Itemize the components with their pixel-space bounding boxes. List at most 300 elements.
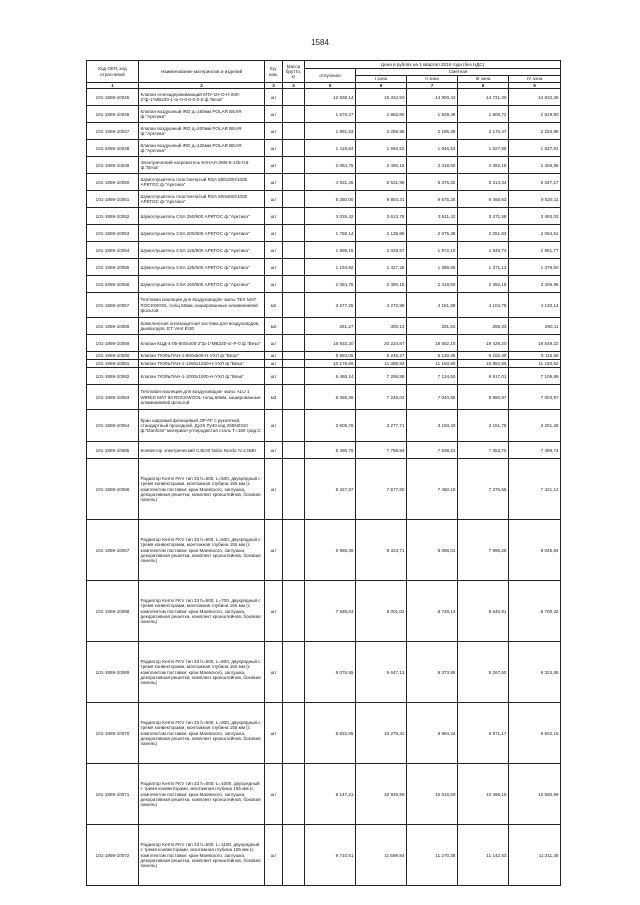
item-name: Радиатор Kermi FKV тип 33 h=500, L=700, двухрядный с тремя конвекторами, монтажная глубина 155 мм (с комплектом поставки: кран Маевского, заглушка, декоративная решетка, комплект кронштейнов, боковая панель) <box>139 581 265 642</box>
item-price-zone-2: 2 419,60 <box>407 157 458 174</box>
item-name: Комплексная огнезащитная система для воздуховодов, дымоходов, ET Vent EI30 <box>139 318 265 335</box>
item-price-wholesale: 1 891,53 <box>305 123 356 140</box>
item-unit: шт <box>265 276 283 293</box>
item-unit: шт <box>265 225 283 242</box>
item-unit: шт <box>265 442 283 459</box>
item-price-zone-3: 7 375,56 <box>458 459 509 520</box>
table-row <box>87 276 561 293</box>
table-row <box>87 520 561 581</box>
item-unit: шт <box>265 368 283 385</box>
col-number: 1 <box>87 83 139 89</box>
item-name: Клапан ТЮЛЬПАН-1-1250х1250-Н-УХЛ ф."Веза" <box>139 360 265 368</box>
item-unit: шт <box>265 335 283 352</box>
item-price-zone-1: 1 427,28 <box>356 259 407 276</box>
item-price-wholesale: 5 583,05 <box>305 352 356 360</box>
item-price-zone-2: 7 040,85 <box>407 385 458 410</box>
item-price-wholesale: 3 025,42 <box>305 208 356 225</box>
item-unit: шт <box>265 208 283 225</box>
item-code: 101-1959-10056 <box>87 276 139 293</box>
item-price-zone-2: 7 460,19 <box>407 459 458 520</box>
item-unit: шт <box>265 259 283 276</box>
item-price-zone-1: 7 677,60 <box>356 459 407 520</box>
item-code: 101-1959-10072 <box>87 825 139 886</box>
item-name: Радиатор Kermi FKV тип 33 h=500, L=1100, двухрядный с тремя конвекторами, монтажная глубина 155 мм (с комплектом поставки: кран Маевского, заглушка, декоративная решетка, комплект кронштейнов, боковая панель) <box>139 825 265 886</box>
item-price-wholesale: 1 418,64 <box>305 140 356 157</box>
header-zone-3: III зона <box>458 76 509 83</box>
price-table <box>86 60 561 886</box>
item-price-zone-2: 5 375,32 <box>407 174 458 191</box>
item-price-zone-1: 2 490,15 <box>356 276 407 293</box>
item-unit: шт <box>265 191 283 208</box>
item-mass <box>283 385 305 410</box>
item-price-wholesale: 8 250,00 <box>305 191 356 208</box>
item-price-zone-1: 11 388,93 <box>356 360 407 368</box>
item-mass <box>283 368 305 385</box>
item-price-wholesale: 3 577,25 <box>305 293 356 318</box>
item-price-zone-1: 2 490,15 <box>356 157 407 174</box>
item-price-zone-2: 1 972,10 <box>407 242 458 259</box>
item-price-wholesale: 16 932,20 <box>305 335 356 352</box>
item-price-zone-3: 8 646,91 <box>458 581 509 642</box>
item-unit: шт <box>265 242 283 259</box>
item-unit: шт <box>265 520 283 581</box>
item-price-zone-4: 1 961,77 <box>509 242 561 259</box>
item-price-wholesale: 8 632,55 <box>305 703 356 764</box>
item-price-zone-2: 7 134,50 <box>407 368 458 385</box>
item-price-wholesale: 6 495,76 <box>305 442 356 459</box>
table-row <box>87 89 561 106</box>
header-price-title: Цена в рублях на 1 квартал 2016 года (без НДС) <box>305 61 561 69</box>
item-name: Радиатор Kermi FKV тип 33 h=500, L=800, двухрядный с тремя конвекторами, монтажная глубина 155 мм (с комплектом поставки: кран Маевского, заглушка, декоративная решетка, комплект кронштейнов, боковая панель) <box>139 642 265 703</box>
item-mass <box>283 276 305 293</box>
item-mass <box>283 191 305 208</box>
item-code: 101-1959-10064 <box>87 410 139 442</box>
item-price-zone-4: 7 003,97 <box>509 385 561 410</box>
item-price-zone-4: 2 406,96 <box>509 276 561 293</box>
item-price-zone-4: 7 499,74 <box>509 442 561 459</box>
item-price-zone-1: 3 277,71 <box>356 410 407 442</box>
table-row <box>87 764 561 825</box>
item-price-wholesale: 12 838,14 <box>305 89 356 106</box>
item-name: Клапан огнезадерживающий КПУ-1Н-О-Н-200-2"ф-1*МВ220-1-ог-0-0-0-0-0-0 ф."Веза" <box>139 89 265 106</box>
item-price-zone-3: 14 731,39 <box>458 89 509 106</box>
table-row <box>87 352 561 360</box>
item-price-zone-4: 290,11 <box>509 318 561 335</box>
item-price-zone-3: 11 142,53 <box>458 825 509 886</box>
item-price-zone-4: 6 115,58 <box>509 352 561 360</box>
item-mass <box>283 259 305 276</box>
item-price-wholesale: 9 147,21 <box>305 764 356 825</box>
item-name: Шумоглушитель пластинчатый RSA 500х300/1000 АРКТОС ф."Арктика" <box>139 174 265 191</box>
item-unit: м2 <box>265 293 283 318</box>
item-code: 101-1959-10063 <box>87 385 139 410</box>
item-unit: шт <box>265 360 283 368</box>
table-row <box>87 123 561 140</box>
item-mass <box>283 174 305 191</box>
item-price-zone-2: 14 900,42 <box>407 89 458 106</box>
item-code: 101-1959-10053 <box>87 225 139 242</box>
page-number: 1584 <box>311 38 329 47</box>
item-code: 101-1959-10057 <box>87 293 139 318</box>
item-price-zone-3: 10 852,55 <box>458 360 509 368</box>
item-price-zone-2: 3 511,42 <box>407 208 458 225</box>
item-price-zone-3: 10 496,15 <box>458 764 509 825</box>
item-price-zone-4: 2 406,96 <box>509 157 561 174</box>
table-row <box>87 259 561 276</box>
item-price-zone-4: 2 183,88 <box>509 123 561 140</box>
item-price-zone-2: 1 646,53 <box>407 140 458 157</box>
item-price-wholesale: 7 535,63 <box>305 581 356 642</box>
item-code: 101-1959-10051 <box>87 191 139 208</box>
item-price-zone-2: 8 746,13 <box>407 581 458 642</box>
item-price-zone-3: 4 104,78 <box>458 293 509 318</box>
item-price-zone-4: 14 822,36 <box>509 89 561 106</box>
item-mass <box>283 825 305 886</box>
item-price-zone-1: 10 275,42 <box>356 703 407 764</box>
header-zone-4: IV зона <box>509 76 561 83</box>
item-price-zone-1: 7 258,88 <box>356 368 407 385</box>
item-price-zone-1: 8 323,71 <box>356 520 407 581</box>
item-price-zone-4: 8 045,64 <box>509 520 561 581</box>
item-price-zone-4: 9 932,15 <box>509 703 561 764</box>
item-mass <box>283 520 305 581</box>
item-unit: шт <box>265 825 283 886</box>
item-code: 101-1959-10047 <box>87 123 139 140</box>
item-price-zone-1: 9 854,31 <box>356 191 407 208</box>
item-price-zone-1: 2 135,86 <box>356 225 407 242</box>
item-mass <box>283 335 305 352</box>
item-unit: шт <box>265 174 283 191</box>
table-row <box>87 410 561 442</box>
item-price-wholesale: 1 699,15 <box>305 242 356 259</box>
col-number: 9 <box>509 83 561 89</box>
table-row <box>87 335 561 352</box>
item-price-zone-3: 1 371,13 <box>458 259 509 276</box>
item-code: 101-1959-10069 <box>87 642 139 703</box>
item-price-zone-2: 9 575,25 <box>407 191 458 208</box>
item-price-wholesale: 2 084,75 <box>305 157 356 174</box>
item-price-wholesale: 251,27 <box>305 318 356 335</box>
item-price-zone-3: 2 392,18 <box>458 157 509 174</box>
item-mass <box>283 106 305 123</box>
table-row <box>87 318 561 335</box>
item-price-wholesale: 6 968,39 <box>305 520 356 581</box>
item-name: Клапан воздушный IRD д=200мм POLAR BEAR ф."Арктика" <box>139 123 265 140</box>
item-price-zone-4: 11 150,62 <box>509 360 561 368</box>
header-code: Код ОКП, код отраслевой <box>87 61 139 83</box>
table-row <box>87 191 561 208</box>
item-unit: шт <box>265 140 283 157</box>
item-price-wholesale: 6 427,67 <box>305 459 356 520</box>
item-mass <box>283 293 305 318</box>
table-row <box>87 442 561 459</box>
item-price-wholesale: 1 576,27 <box>305 106 356 123</box>
item-price-zone-3: 9 871,17 <box>458 703 509 764</box>
item-price-zone-3: 7 996,25 <box>458 520 509 581</box>
item-price-zone-4: 4 130,14 <box>509 293 561 318</box>
item-price-zone-4: 19 549,22 <box>509 335 561 352</box>
item-name: Шумоглушитель пластинчатый RSA 800х500/1000 АРКТОС ф."Арктика" <box>139 191 265 208</box>
item-price-zone-4: 1 637,91 <box>509 140 561 157</box>
item-price-wholesale: 1 194,92 <box>305 259 356 276</box>
item-mass <box>283 140 305 157</box>
item-price-zone-2: 9 984,44 <box>407 703 458 764</box>
item-name: Радиатор Kermi FKV тип 33 h=500, L=900, двухрядный с тремя конвекторами, монтажная глубина 155 мм (с комплектом поставки: кран Маевского, заглушка, декоративная решетка, комплект кронштейнов, боковая панель) <box>139 703 265 764</box>
item-name: Радиатор Kermi FKV тип 33 h=500, L=600, двухрядный с тремя конвекторами, монтажная глубина 155 мм (с комплектом поставки: кран Маевского, заглушка, декоративная решетка, комплект кронштейнов, боковая панель) <box>139 520 265 581</box>
header-mass: Масса брутто, кг <box>283 61 305 83</box>
item-price-wholesale: 6 488,14 <box>305 368 356 385</box>
item-code: 101-1959-10058 <box>87 318 139 335</box>
item-price-zone-4: 7 106,99 <box>509 368 561 385</box>
item-mass <box>283 459 305 520</box>
item-price-zone-3: 2 051,83 <box>458 225 509 242</box>
item-price-zone-1: 5 531,98 <box>356 174 407 191</box>
item-price-zone-2: 7 539,23 <box>407 442 458 459</box>
table-row <box>87 360 561 368</box>
item-code: 101-1959-10066 <box>87 459 139 520</box>
col-number: 6 <box>356 83 407 89</box>
item-price-zone-3: 19 429,20 <box>458 335 509 352</box>
item-price-wholesale: 6 066,36 <box>305 385 356 410</box>
item-price-zone-2: 11 270,38 <box>407 825 458 886</box>
item-price-zone-3: 7 453,70 <box>458 442 509 459</box>
item-price-zone-4: 9 525,11 <box>509 191 561 208</box>
header-zone-2: II зона <box>407 76 458 83</box>
item-mass <box>283 242 305 259</box>
item-unit: шт <box>265 703 283 764</box>
item-price-zone-1: 300,13 <box>356 318 407 335</box>
item-code: 101-1959-10050 <box>87 174 139 191</box>
item-price-zone-3: 5 314,34 <box>458 174 509 191</box>
item-name: Клапан воздушный IRD д=160мм POLAR BEAR ф."Арктика" <box>139 106 265 123</box>
item-price-zone-3: 2 392,18 <box>458 276 509 293</box>
item-price-zone-3: 288,33 <box>458 318 509 335</box>
item-price-wholesale: 2 084,75 <box>305 276 356 293</box>
item-price-zone-1: 4 272,88 <box>356 293 407 318</box>
item-price-zone-2: 2 075,38 <box>407 225 458 242</box>
table-row <box>87 703 561 764</box>
table-row <box>87 174 561 191</box>
col-number: 4 <box>283 83 305 89</box>
item-unit: шт <box>265 123 283 140</box>
table-row <box>87 642 561 703</box>
item-price-zone-1: 15 334,50 <box>356 89 407 106</box>
item-name: Шумоглушитель CSA 200/600 АРКТОС ф."Арктика" <box>139 225 265 242</box>
item-price-zone-4: 8 700,32 <box>509 581 561 642</box>
item-price-zone-3: 3 471,58 <box>458 208 509 225</box>
item-unit: шт <box>265 581 283 642</box>
header-wholesale: отпускная <box>305 69 356 83</box>
item-price-zone-3: 6 960,97 <box>458 385 509 410</box>
item-price-wholesale: 9 710,51 <box>305 825 356 886</box>
table-row <box>87 368 561 385</box>
item-price-zone-2: 11 193,80 <box>407 360 458 368</box>
item-name: Клапан КЦД-4-05-600х400-2"ф-1*МВ220-ог-Р-0 ф."Веза" <box>139 335 265 352</box>
item-unit: шт <box>265 410 283 442</box>
item-code: 101-1959-10048 <box>87 140 139 157</box>
col-number: 3 <box>265 83 283 89</box>
item-price-wholesale: 2 605,76 <box>305 410 356 442</box>
table-row <box>87 106 561 123</box>
item-price-zone-4: 10 560,99 <box>509 764 561 825</box>
item-name: Конвектор электрический C4E20 Nobo Nordic N-2,0кВт <box>139 442 265 459</box>
item-price-zone-3: 6 162,40 <box>458 352 509 360</box>
item-price-zone-3: 1 949,73 <box>458 242 509 259</box>
header-estimate: Сметная <box>356 69 561 76</box>
item-unit: шт <box>265 459 283 520</box>
item-price-zone-4: 9 324,85 <box>509 642 561 703</box>
item-unit: шт <box>265 642 283 703</box>
col-number: 5 <box>305 83 356 89</box>
item-price-zone-3: 1 808,72 <box>458 106 509 123</box>
item-mass <box>283 410 305 442</box>
item-name: Клапан ТЮЛЬПАН-1-1000х1000-Н-УХЛ ф."Веза" <box>139 368 265 385</box>
item-mass <box>283 318 305 335</box>
item-price-zone-2: 291,63 <box>407 318 458 335</box>
item-name: Шумоглушитель CSA 125/900 АРКТОС ф."Арктика" <box>139 242 265 259</box>
item-price-zone-2: 6 130,36 <box>407 352 458 360</box>
item-code: 101-1959-10054 <box>87 242 139 259</box>
item-name: Клапан ТЮЛЬПАН-1-800х500-Н-УХЛ ф."Веза" <box>139 352 265 360</box>
item-price-zone-4: 1 379,60 <box>509 259 561 276</box>
item-price-zone-2: 1 829,48 <box>407 106 458 123</box>
col-number: 2 <box>139 83 265 89</box>
item-price-zone-3: 9 267,60 <box>458 642 509 703</box>
item-price-zone-3: 2 170,47 <box>458 123 509 140</box>
item-name: Шумоглушитель CSA 125/600 АРКТОС ф."Арктика" <box>139 259 265 276</box>
item-code: 101-1959-10055 <box>87 259 139 276</box>
item-price-zone-2: 1 386,86 <box>407 259 458 276</box>
item-price-zone-1: 7 758,94 <box>356 442 407 459</box>
item-code: 101-1959-10067 <box>87 520 139 581</box>
table-row <box>87 140 561 157</box>
item-code: 101-1959-10052 <box>87 208 139 225</box>
item-mass <box>283 225 305 242</box>
item-price-zone-1: 1 694,52 <box>356 140 407 157</box>
item-code: 101-1959-10068 <box>87 581 139 642</box>
item-name: Шумоглушитель CSA 160/900 АРКТОС ф."Арктика" <box>139 276 265 293</box>
table-row <box>87 225 561 242</box>
table-row <box>87 293 561 318</box>
item-unit: м2 <box>265 318 283 335</box>
item-name: Кран шаровый фланцевый JIP-FF с рукояткой, стандартный проходной, Ду25 Ру40 код 065N0310 ф."Danfoss" материал-углеродистая сталь Т=180 град.С <box>139 410 265 442</box>
item-unit: шт <box>265 106 283 123</box>
item-price-zone-3: 9 466,63 <box>458 191 509 208</box>
col-number: 8 <box>458 83 509 89</box>
item-price-zone-1: 9 001,02 <box>356 581 407 642</box>
item-price-zone-1: 10 925,99 <box>356 764 407 825</box>
col-number: 7 <box>407 83 458 89</box>
header-unit: Ед. изм. <box>265 61 283 83</box>
item-name: Шумоглушитель CSA 250/900 АРКТОС ф."Арктика" <box>139 208 265 225</box>
item-code: 101-1959-10061 <box>87 360 139 368</box>
item-price-zone-2: 2 419,60 <box>407 276 458 293</box>
table-row <box>87 385 561 410</box>
item-code: 101-1959-10070 <box>87 703 139 764</box>
item-price-zone-1: 2 029,57 <box>356 242 407 259</box>
item-price-zone-4: 11 211,36 <box>509 825 561 886</box>
item-mass <box>283 703 305 764</box>
item-price-wholesale: 4 631,36 <box>305 174 356 191</box>
item-name: Электрический нагреватель КАНАЛ-ЭКВ-К-125-0,8 ф."Веза" <box>139 157 265 174</box>
table-row <box>87 825 561 886</box>
item-price-zone-4: 7 421,12 <box>509 459 561 520</box>
item-price-zone-1: 11 598,84 <box>356 825 407 886</box>
item-code: 101-1959-10059 <box>87 335 139 352</box>
item-price-zone-1: 9 647,13 <box>356 642 407 703</box>
item-code: 101-1959-10071 <box>87 764 139 825</box>
table-row <box>87 208 561 225</box>
item-price-zone-4: 2 064,51 <box>509 225 561 242</box>
item-price-zone-1: 7 246,04 <box>356 385 407 410</box>
item-price-wholesale: 10 179,66 <box>305 360 356 368</box>
item-mass <box>283 442 305 459</box>
item-code: 101-1959-10062 <box>87 368 139 385</box>
item-name: Радиатор Kermi FKV тип 33 h=500, L=500, двухрядный с тремя конвекторами, монтажная глубина 155 мм (с комплектом поставки: кран Маевского, заглушка, декоративная решетка, комплект кронштейнов, боковая панель) <box>139 459 265 520</box>
item-mass <box>283 123 305 140</box>
item-price-zone-1: 1 862,80 <box>356 106 407 123</box>
item-price-zone-2: 3 193,43 <box>407 410 458 442</box>
item-unit: м3 <box>265 385 283 410</box>
item-price-zone-3: 3 151,75 <box>458 410 509 442</box>
item-mass <box>283 360 305 368</box>
item-unit: шт <box>265 352 283 360</box>
item-mass <box>283 89 305 106</box>
item-unit: шт <box>265 157 283 174</box>
table-row <box>87 242 561 259</box>
table-row <box>87 581 561 642</box>
item-price-zone-2: 19 652,15 <box>407 335 458 352</box>
item-price-wholesale: 1 788,14 <box>305 225 356 242</box>
item-mass <box>283 581 305 642</box>
item-mass <box>283 157 305 174</box>
item-price-wholesale: 8 076,55 <box>305 642 356 703</box>
item-mass <box>283 352 305 360</box>
header-zone-1: I зона <box>356 76 407 83</box>
item-price-zone-3: 6 917,01 <box>458 368 509 385</box>
item-price-zone-4: 3 201,28 <box>509 410 561 442</box>
item-name: Клапан воздушный IRD д=125мм POLAR BEAR ф."Арктика" <box>139 140 265 157</box>
item-price-zone-1: 2 258,95 <box>356 123 407 140</box>
item-price-zone-2: 4 151,89 <box>407 293 458 318</box>
item-name: Радиатор Kermi FKV тип 33 h=500, L=1000, двухрядный с тремя конвекторами, монтажная глубина 155 мм (с комплектом поставки: кран Маевского, заглушка, декоративная решетка, комплект кронштейнов, боковая панель) <box>139 764 265 825</box>
item-price-zone-4: 3 493,03 <box>509 208 561 225</box>
item-mass <box>283 208 305 225</box>
item-unit: шт <box>265 764 283 825</box>
item-price-zone-1: 20 224,87 <box>356 335 407 352</box>
item-name: Тепловая изоляция для воздуховодов- маты TEX MAT ROCKWOOL толщ.50мм, кашированные алюминиевой фольгой <box>139 293 265 318</box>
item-price-zone-3: 1 627,85 <box>458 140 509 157</box>
item-mass <box>283 764 305 825</box>
item-price-zone-4: 1 819,90 <box>509 106 561 123</box>
item-price-zone-2: 10 616,59 <box>407 764 458 825</box>
item-price-zone-1: 3 613,78 <box>356 208 407 225</box>
item-name: Тепловая изоляция для воздуховодов- маты ALU 1 WIRED MAT 80 ROCKWOOL толщ.60мм, кашированные алюминиевой фольгой <box>139 385 265 410</box>
table-row <box>87 157 561 174</box>
item-price-zone-2: 8 088,01 <box>407 520 458 581</box>
item-code: 101-1959-10065 <box>87 442 139 459</box>
item-code: 101-1959-10046 <box>87 106 139 123</box>
item-code: 101-1959-10060 <box>87 352 139 360</box>
item-price-zone-4: 5 347,17 <box>509 174 561 191</box>
item-price-zone-2: 9 373,95 <box>407 642 458 703</box>
item-code: 101-1959-10045 <box>87 89 139 106</box>
item-code: 101-1959-10049 <box>87 157 139 174</box>
item-mass <box>283 642 305 703</box>
item-unit: шт <box>265 89 283 106</box>
header-name: Наименование материалов и изделий <box>139 61 265 83</box>
item-price-zone-1: 6 246,27 <box>356 352 407 360</box>
